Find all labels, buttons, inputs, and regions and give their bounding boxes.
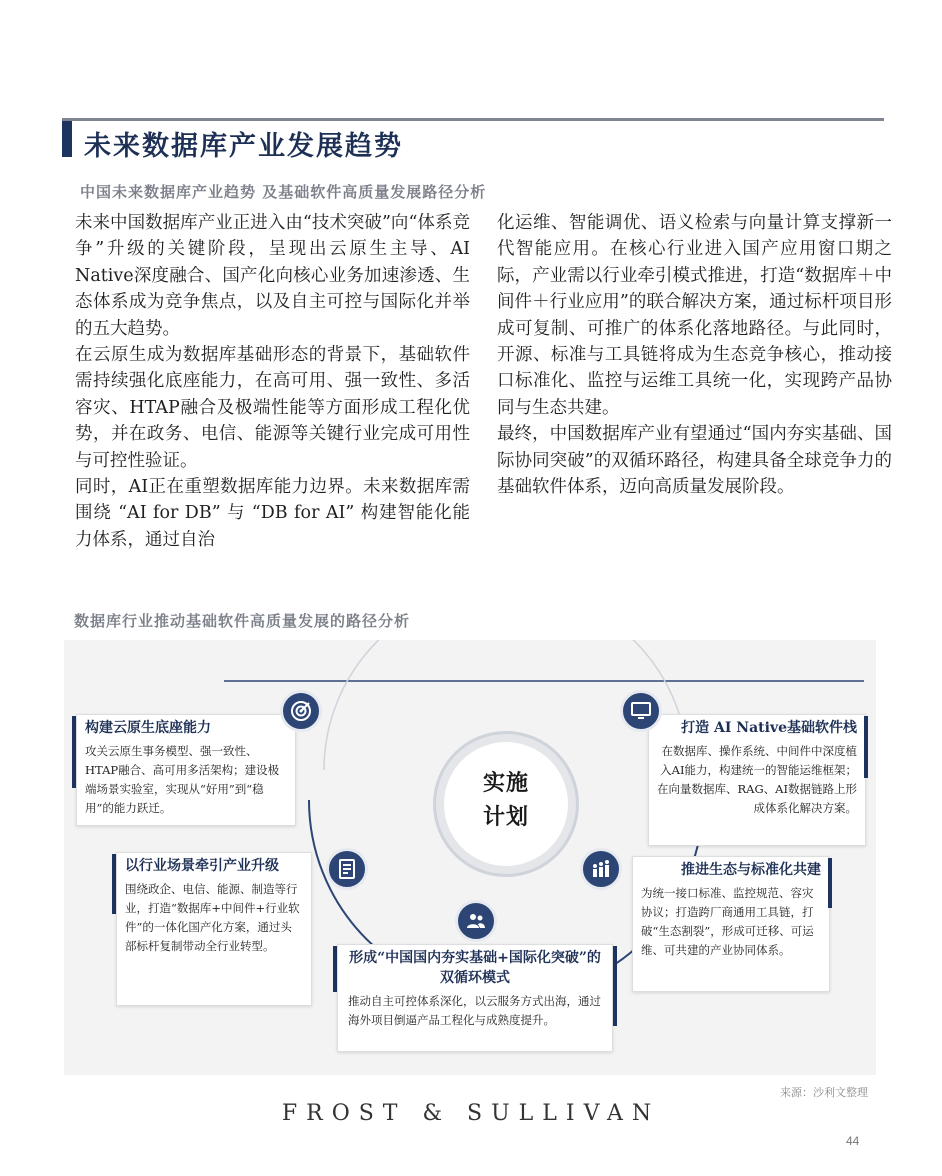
page-subtitle: 中国未来数据库产业趋势 及基础软件高质量发展路径分析: [80, 183, 487, 201]
item-accent: [864, 716, 868, 778]
text-column-left: [75, 210, 470, 553]
source-note: 来源：沙利文整理: [780, 1086, 868, 1099]
paragraph: 未来中国数据库产业正进入由“技术突破”向“体系竞争”升级的关键阶段，呈现出云原生主导、AI Native深度融合、国产化向核心业务加速渗透、生态体系成为竞争焦点，以及自主可控与国际化并举的五大趋势。: [75, 213, 470, 339]
brand-logo: FROST & SULLIVAN: [281, 1101, 661, 1126]
item-text: 在数据库、操作系统、中间件中深度植入AI能力，构建统一的智能运维框架；在向量数据库、RAG、AI数据链路上形成体系化解决方案。: [657, 744, 857, 815]
item-box-cloud-native: [76, 714, 296, 826]
item-accent: [828, 858, 832, 908]
people-growth-icon: [580, 848, 622, 890]
title-rule: [62, 118, 884, 121]
document-icon: [326, 848, 368, 890]
page-number: 44: [846, 1134, 860, 1148]
paragraph: 在云原生成为数据库基础形态的背景下，基础软件需持续强化底座能力，在高可用、强一致性、多活容灾、HTAP融合及极端性能等方面形成工程化优势，并在政务、电信、能源等关键行业完成可用性与可控性验证。: [75, 345, 470, 471]
title-accent-bar: [62, 121, 72, 157]
center-label: [444, 766, 568, 834]
section-title: 数据库行业推动基础软件高质量发展的路径分析: [74, 612, 411, 630]
target-icon: [280, 690, 322, 732]
item-accent: [613, 946, 617, 1026]
item-text: 为统一接口标准、监控规范、容灾协议；打造跨厂商通用工具链，打破“生态割裂”，形成可迁移、可运维、可共建的产业协同体系。: [641, 886, 814, 957]
center-line-2: 计划: [482, 804, 529, 830]
item-text: 围绕政企、电信、能源、制造等行业，打造“数据库+中间件+行业软件”的一体化国产化方案，通过头部标杆复制带动全行业转型。: [125, 882, 300, 953]
monitor-icon: [620, 690, 662, 732]
item-title: 形成“中国国内夯实基础+国际化突破”的双循环模式: [349, 950, 601, 986]
item-title: 以行业场景牵引产业升级: [125, 858, 279, 874]
item-box-industry: [116, 852, 312, 1006]
item-box-ai-native: [648, 714, 866, 846]
team-icon: [455, 900, 497, 942]
paragraph: 最终，中国数据库产业有望通过“国内夯实基础、国际协同突破”的双循环路径，构建具备全球竞争力的基础软件体系，迈向高质量发展阶段。: [497, 424, 892, 498]
text-column-right: [497, 210, 892, 500]
item-box-ecosystem: [632, 856, 830, 992]
item-title: 推进生态与标准化共建: [681, 862, 821, 878]
page-title: 未来数据库产业发展趋势: [84, 131, 403, 162]
center-line-1: 实施: [482, 770, 529, 796]
paragraph: 化运维、智能调优、语义检索与向量计算支撑新一代智能应用。在核心行业进入国产应用窗口期之际，产业需以行业牵引模式推进，打造“数据库＋中间件＋行业应用”的联合解决方案，通过标杆项目形成可复制、可推广的体系化落地路径。与此同时，开源、标准与工具链将成为生态竞争核心，推动接口标准化、监控与运维工具统一化，实现跨产品协同与生态共建。: [497, 213, 892, 418]
item-title: 构建云原生底座能力: [85, 720, 211, 736]
item-title: 打造 AI Native基础软件栈: [681, 720, 857, 736]
item-box-dual-circulation: [337, 944, 613, 1052]
item-text: 推动自主可控体系深化，以云服务方式出海，通过海外项目倒逼产品工程化与成熟度提升。: [348, 994, 601, 1027]
item-text: 攻关云原生事务模型、强一致性、HTAP融合、高可用多活架构；建设极端场景实验室，实现从“好用”到“稳用”的能力跃迁。: [85, 744, 280, 815]
paragraph: 同时，AI正在重塑数据库能力边界。未来数据库需围绕 “AI for DB” 与 “DB for AI” 构建智能化能力体系，通过自治: [75, 477, 470, 550]
center-circle: [444, 742, 568, 866]
path-diagram: [64, 640, 876, 1075]
